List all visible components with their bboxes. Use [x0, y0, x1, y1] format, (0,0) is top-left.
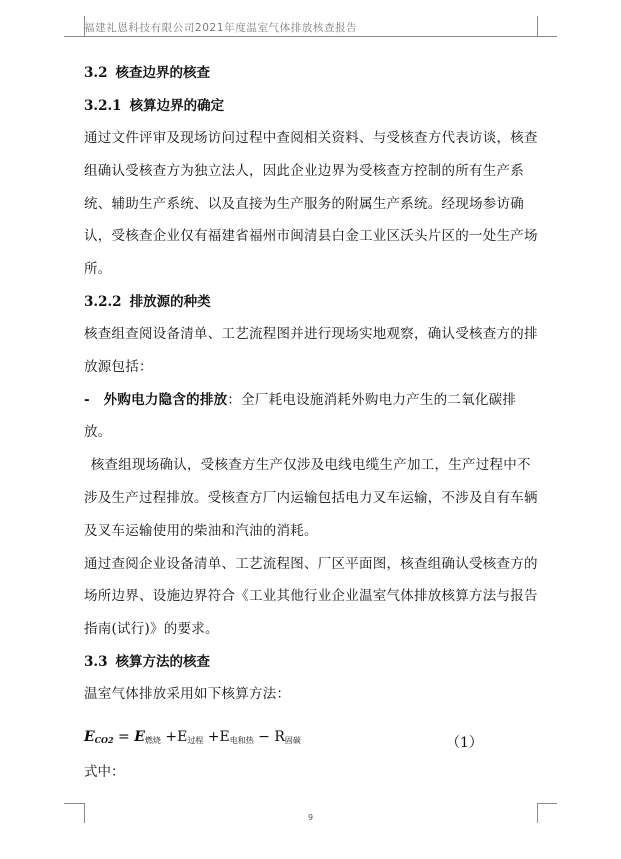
- heading-number: 3.3: [84, 653, 108, 670]
- heading-title: 核算方法的核查: [115, 653, 210, 670]
- equation-number: （1）: [446, 735, 483, 751]
- eq-plus-2: +: [203, 729, 220, 745]
- eq-minus: −: [253, 729, 275, 745]
- paragraph-site-boundary: 通过查阅企业设备清单、工艺流程图、厂区平面图，核查组确认受核查方的场所边界、设施边界符合《工业其他行业企业温室气体排放核算方法与报告指南(试行)》的要求。: [84, 555, 538, 638]
- heading-number: 3.2: [84, 65, 108, 81]
- heading-title: 核查边界的核查: [115, 65, 210, 81]
- eq-equals: =: [113, 729, 135, 745]
- where-label: 式中：: [84, 764, 125, 780]
- heading-3-3: [84, 647, 538, 678]
- eq-term4-sub: 固碳: [284, 736, 301, 745]
- heading-3-2: [84, 58, 538, 89]
- equation-formula: [84, 729, 301, 746]
- emission-equation: [84, 725, 538, 759]
- heading-3-2-2: [84, 287, 538, 318]
- heading-number: 3.2.2: [84, 293, 122, 310]
- eq-term1-sub: 燃烧: [144, 736, 161, 745]
- eq-term2-sub: 过程: [187, 736, 204, 745]
- paragraph-process-emissions: 核查组现场确认，受核查方生产仅涉及电线电缆生产加工，生产过程中不涉及生产过程排放。受核查方厂内运输包括电力叉车运输，不涉及自有车辆及叉车运输使用的柴油和汽油的消耗。: [84, 457, 538, 539]
- eq-term4-symbol: R: [274, 729, 285, 745]
- eq-plus-1: +: [160, 729, 178, 745]
- heading-title: 核算边界的确定: [129, 98, 225, 114]
- bullet-purchased-electricity: [84, 384, 538, 450]
- eq-term3-sub: 电和热: [229, 736, 254, 745]
- paragraph-sources-intro: 核查组查阅设备清单、工艺流程图并进行现场实地观察，确认受核查方的排放源包括：: [84, 325, 538, 375]
- eq-lhs-sub: CO2: [94, 735, 114, 745]
- heading-number: 3.2.1: [84, 98, 122, 114]
- page-number: 9: [307, 813, 314, 822]
- heading-title: 排放源的种类: [129, 293, 211, 310]
- heading-3-2-1: [84, 91, 538, 122]
- paragraph-method-intro: 温室气体排放采用如下核算方法：: [84, 685, 291, 702]
- header-rule: [84, 36, 537, 37]
- running-header: 福建礼恩科技有限公司2021年度温室气体排放核查报告: [84, 22, 358, 34]
- eq-term1-symbol: E: [134, 729, 145, 745]
- bullet-text: ：全厂耗电设施消耗外购电力产生的二氧化碳排放。: [84, 391, 517, 441]
- eq-lhs-symbol: E: [84, 729, 95, 745]
- bullet-lead: - 外购电力隐含的排放: [84, 391, 228, 408]
- eq-term3-symbol: E: [219, 729, 230, 745]
- page-body: [84, 58, 538, 711]
- paragraph-boundary: 通过文件评审及现场访问过程中查阅相关资料、与受核查方代表访谈，核查组确认受核查方为独立法人，因此企业边界为受核查方控制的所有生产系统、辅助生产系统、以及直接为生产服务的附属生产系统。经现场参访确认，受核查企业仅有福建省福州市闽清县白金工业区沃头片区的一处生产场所。: [84, 130, 538, 278]
- eq-term2-symbol: E: [177, 729, 188, 745]
